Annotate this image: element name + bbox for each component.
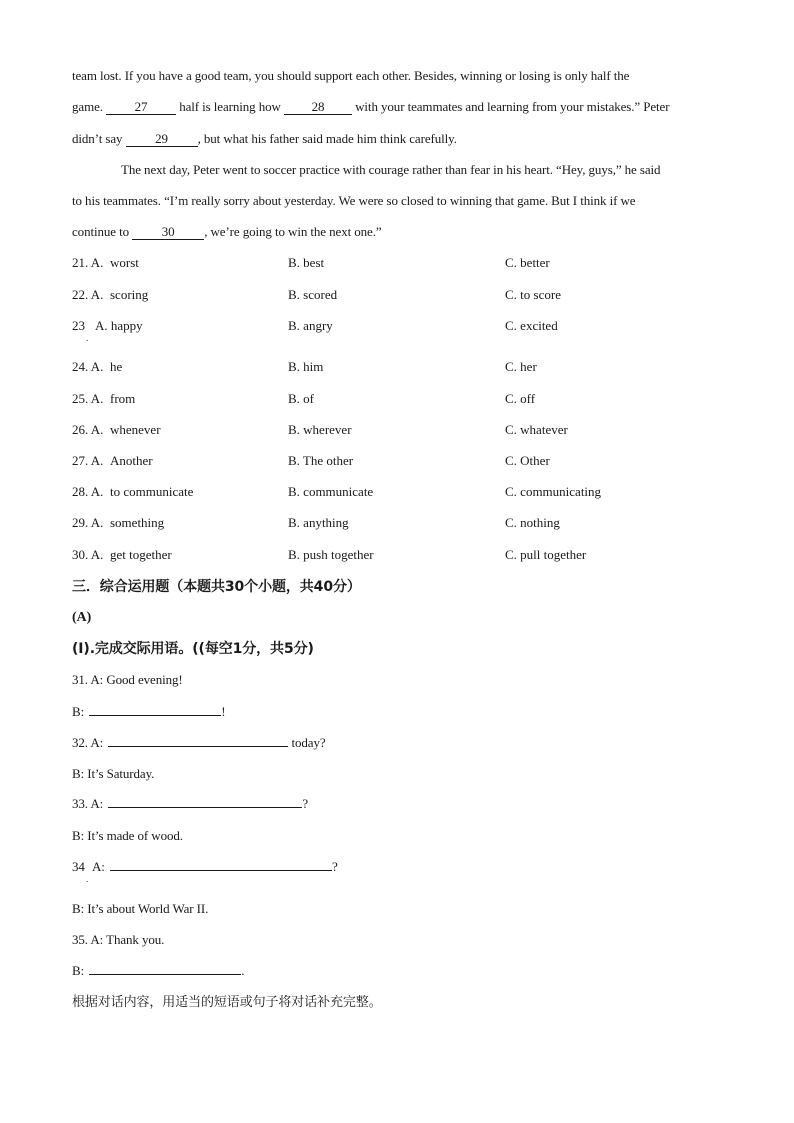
dialogue-text: today? [291, 735, 326, 750]
question-number: 23 [72, 318, 85, 333]
passage-text: half is learning how [176, 99, 284, 114]
punctuation: . [241, 963, 245, 978]
passage-line-1: team lost. If you have a good team, you should support each other. Besides, winning or losing is only half the [72, 68, 630, 83]
stray-dot: . [86, 333, 89, 343]
question-number: 27. A. [72, 453, 104, 468]
option-a: worst [110, 255, 139, 270]
option-c: C. whatever [505, 422, 568, 437]
option-b: B. wherever [288, 422, 352, 437]
speaker-label: B: [72, 704, 85, 719]
question-number: 21. A. [72, 255, 104, 270]
dialogue-34-a [72, 859, 338, 875]
answer-blank-34[interactable] [110, 870, 332, 871]
speaker-label: B: [72, 963, 85, 978]
passage-line-6 [72, 224, 382, 240]
passage-line-2 [72, 99, 669, 115]
punctuation: ? [331, 859, 338, 874]
dialogue-32-a [72, 735, 326, 751]
option-c: C. pull together [505, 547, 587, 562]
option-b: B. best [288, 255, 325, 270]
question-number: 29. A. [72, 515, 104, 530]
answer-blank-32[interactable] [108, 746, 288, 747]
dialogue-33-b: B: It’s made of wood. [72, 828, 183, 843]
blank-29: 29 [126, 132, 198, 147]
speaker-label: A: [91, 859, 105, 874]
question-number: 22. A. [72, 287, 104, 302]
dialogue-35-b [72, 963, 244, 979]
blank-30: 30 [132, 225, 204, 240]
answer-blank-33[interactable] [108, 807, 302, 808]
option-b: B. The other [288, 453, 354, 468]
option-a: Another [110, 453, 153, 468]
question-number: 26. A. [72, 422, 104, 437]
answer-blank-35[interactable] [89, 974, 241, 975]
option-c: C. off [505, 391, 536, 406]
passage-text: game. [72, 99, 107, 114]
passage-line-4: The next day, Peter went to soccer practice with courage rather than fear in his heart. “Hey, guys,” he said [121, 162, 661, 177]
question-number: 28. A. [72, 484, 104, 499]
dialogue-35-a: 35. A: Thank you. [72, 932, 165, 947]
option-b: B. him [288, 359, 324, 374]
option-b: B. angry [288, 318, 333, 333]
stray-dot: . [86, 874, 89, 884]
option-b: B. communicate [288, 484, 374, 499]
question-number: 34 [72, 859, 85, 874]
option-b: B. anything [288, 515, 349, 530]
option-a: to communicate [110, 484, 194, 499]
answer-blank-31[interactable] [89, 715, 221, 716]
option-c: C. nothing [505, 515, 560, 530]
option-b: B. scored [288, 287, 338, 302]
speaker-label: 32. A: [72, 735, 104, 750]
question-number: 24. A. [72, 359, 104, 374]
option-c: C. communicating [505, 484, 602, 499]
blank-27: 27 [106, 100, 176, 115]
option-a: he [110, 359, 123, 374]
question-number: 25. A. [72, 391, 104, 406]
dialogue-31-a: 31. A: Good evening! [72, 672, 183, 687]
option-c: C. Other [505, 453, 550, 468]
dialogue-31-b [72, 704, 225, 720]
dialogue-32-b: B: It’s Saturday. [72, 766, 155, 781]
punctuation: ! [221, 704, 226, 719]
part-a-heading: (A) [72, 610, 92, 625]
passage-text: , we’re going to win the next one.” [204, 224, 382, 239]
option-a: A. happy [95, 318, 143, 333]
passage-text: , but what his father said made him think carefully. [197, 131, 457, 146]
option-a: something [110, 515, 165, 530]
part-i-heading: (I).完成交际用语。((每空1分，共5分) [72, 641, 314, 657]
punctuation: ? [302, 796, 309, 811]
option-b: B. push together [288, 547, 374, 562]
option-c: C. to score [505, 287, 561, 302]
speaker-label: 33. A: [72, 796, 104, 811]
question-number: 30. A. [72, 547, 104, 562]
option-c: C. her [505, 359, 537, 374]
option-b: B. of [288, 391, 314, 406]
dialogue-34-b: B: It’s about World War II. [72, 901, 209, 916]
option-a: from [110, 391, 136, 406]
instruction-text: 根据对话内容，用适当的短语或句子将对话补充完整。 [72, 995, 382, 1010]
blank-28: 28 [284, 100, 352, 115]
passage-line-3 [72, 131, 457, 147]
option-a: scoring [110, 287, 149, 302]
passage-text: didn’t say [72, 131, 126, 146]
option-c: C. better [505, 255, 550, 270]
passage-text: with your teammates and learning from your mistakes.” Peter [351, 99, 670, 114]
dialogue-33-a [72, 796, 308, 812]
passage-line-5: to his teammates. “I’m really sorry about yesterday. We were so closed to winning that game. But I think if we [72, 193, 636, 208]
option-a: get together [110, 547, 172, 562]
option-c: C. excited [505, 318, 558, 333]
section-title: 三．综合运用题（本题共30个小题，共40分） [72, 579, 361, 595]
option-a: whenever [110, 422, 161, 437]
passage-text: continue to [72, 224, 133, 239]
